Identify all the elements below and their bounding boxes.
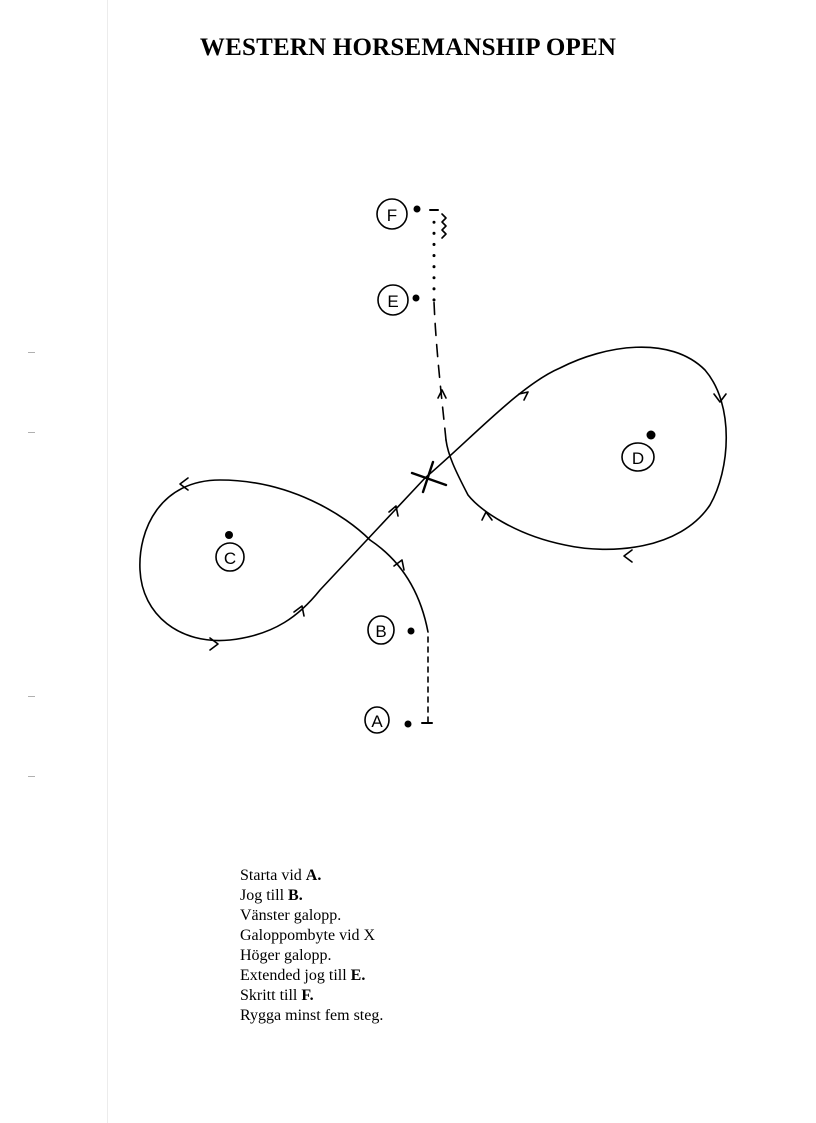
direction-arrows: [180, 390, 726, 650]
marker-e-label: E: [387, 292, 399, 311]
cone-dot-b: [408, 628, 415, 635]
marker-a: [365, 707, 389, 733]
instruction-item: Extended jog till E.: [240, 967, 366, 984]
back-up-zigzag: [442, 214, 446, 238]
marker-b-label: B: [375, 622, 387, 641]
marker-c-label: C: [223, 549, 237, 568]
instruction-item: Höger galopp.: [240, 947, 332, 964]
cone-dot-d: [647, 431, 656, 440]
cone-dot-e: [413, 295, 420, 302]
extended-jog-path: [434, 302, 446, 440]
instruction-list: [240, 866, 383, 1026]
marker-e: [378, 285, 408, 315]
arrow-icon: [624, 550, 632, 562]
marker-f-label: F: [386, 206, 398, 225]
page-title: WESTERN HORSEMANSHIP OPEN: [199, 34, 617, 61]
marker-f: [377, 199, 407, 229]
instruction-item: Starta vid A.: [240, 867, 322, 884]
marker-d-label: D: [631, 449, 645, 468]
instruction-item: Galoppombyte vid X: [240, 927, 376, 944]
arrow-icon: [519, 392, 528, 400]
instruction-item: Jog till B.: [240, 887, 303, 904]
instruction-item: Vänster galopp.: [240, 907, 342, 924]
cone-dot-f: [414, 206, 421, 213]
marker-d: [622, 443, 654, 471]
cone-dot-c: [225, 531, 233, 539]
right-lope-loop: [425, 347, 726, 549]
instruction-item: Skritt till F.: [240, 987, 314, 1004]
marker-a-label: A: [371, 712, 383, 731]
cone-dot-a: [405, 721, 412, 728]
marker-b: [368, 616, 394, 644]
cone-dots: [225, 206, 656, 728]
instruction-item: Rygga minst fem steg.: [240, 1007, 384, 1024]
marker-c: [216, 543, 244, 571]
arrow-icon: [482, 512, 492, 520]
